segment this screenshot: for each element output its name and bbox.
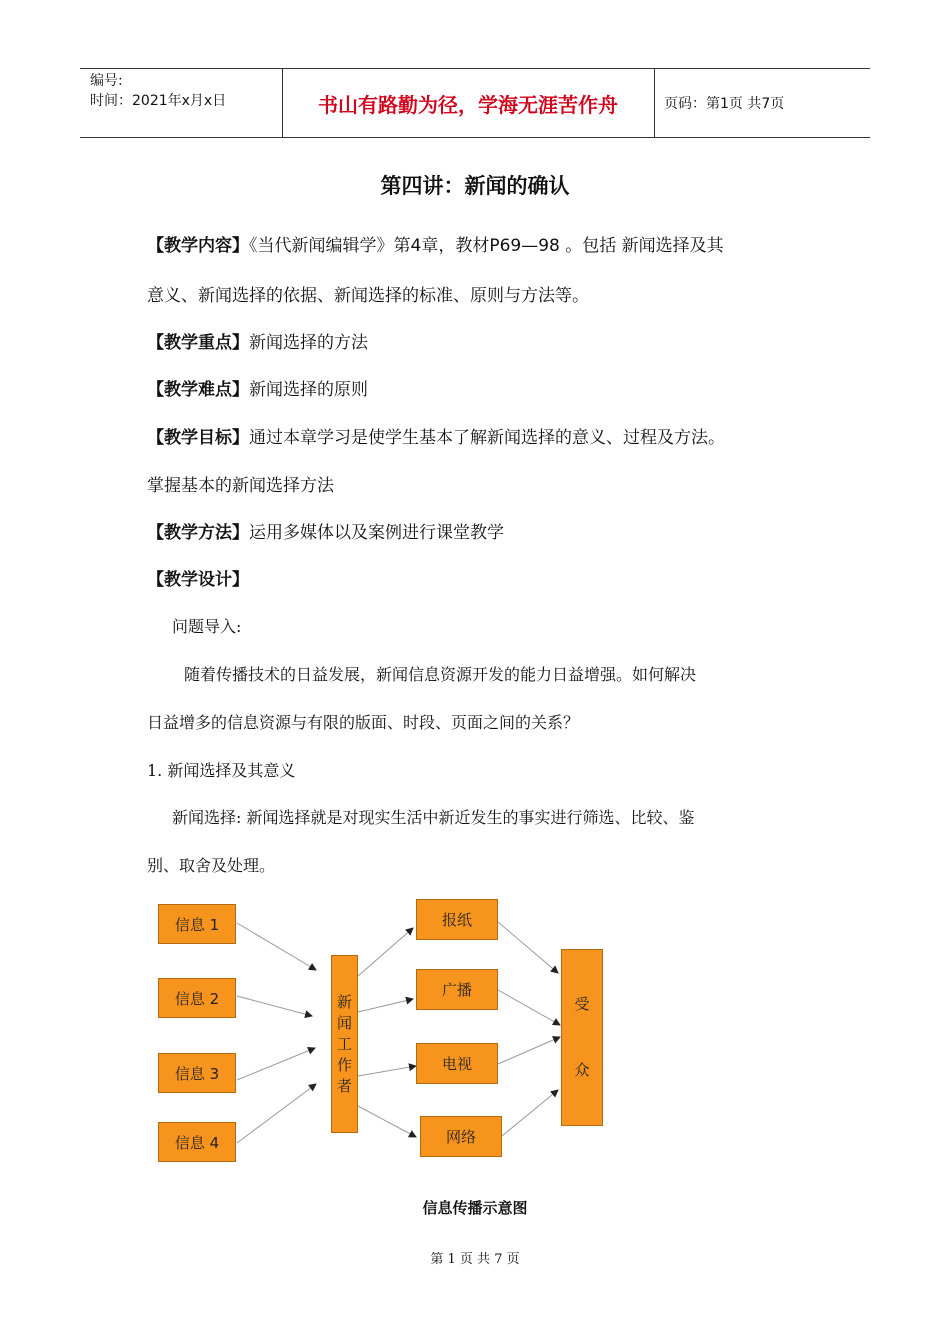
arrow-newspaper-audience — [498, 922, 558, 973]
method-label: 【教学方法】 — [147, 523, 249, 543]
arrow-to-newspaper — [358, 928, 413, 976]
intro-line-2: 日益增多的信息资源与有限的版面、时段、页面之间的关系？ — [147, 713, 580, 732]
definition-line-1: 新闻选择: 新闻选择就是对现实生活中新近发生的事实进行筛选、比较、鉴 — [172, 808, 695, 827]
focus-text: 新闻选择的方法 — [249, 333, 368, 353]
arrow-to-tv — [358, 1066, 416, 1076]
arrow-source-3 — [237, 1048, 315, 1080]
media-box-newspaper: 报纸 — [416, 899, 498, 940]
arrow-radio-audience — [498, 990, 560, 1025]
intro-line-1: 随着传播技术的日益发展，新闻信息资源开发的能力日益增强。如何解决 — [184, 665, 697, 684]
lecture-title: 第四讲：新闻的确认 — [380, 174, 570, 198]
header-page-info: 页码：第1页 共7页 — [664, 96, 785, 112]
definition-line-2: 别、取舍及处理。 — [147, 856, 276, 875]
date-line: 时间：2021年x月x日 — [90, 93, 227, 109]
section-1-heading: 1. 新闻选择及其意义 — [147, 761, 296, 780]
arrow-web-audience — [502, 1090, 558, 1136]
content-text-2: 意义、新闻选择的依据、新闻选择的标准、原则与方法等。 — [147, 286, 589, 306]
design-label: 【教学设计】 — [147, 570, 249, 590]
audience-box — [561, 949, 603, 1126]
media-box-web: 网络 — [420, 1116, 502, 1157]
audience-char: 受 — [574, 995, 590, 1014]
worker-char: 工 — [336, 1034, 352, 1053]
arrow-source-1 — [237, 923, 316, 970]
header-motto: 书山有路勤为径，学海无涯苦作舟 — [318, 92, 618, 117]
source-box-4: 信息 4 — [158, 1122, 236, 1162]
media-box-radio: 广播 — [416, 969, 498, 1010]
number-label: 编号: — [90, 73, 123, 89]
arrow-source-4 — [237, 1084, 316, 1143]
worker-char: 新 — [336, 992, 352, 1011]
audience-char: 众 — [574, 1060, 590, 1079]
page-footer: 第 1 页 共 7 页 — [430, 1252, 520, 1267]
method-text: 运用多媒体以及案例进行课堂教学 — [249, 523, 504, 543]
arrow-tv-audience — [498, 1037, 560, 1064]
news-worker-box — [331, 955, 358, 1133]
arrow-to-web — [358, 1106, 416, 1137]
intro-heading: 问题导入: — [172, 617, 242, 636]
difficulty-text: 新闻选择的原则 — [249, 380, 368, 400]
content-text: 《当代新闻编辑学》第4章，教材P69—98 。包括 新闻选择及其 — [249, 236, 724, 256]
worker-char: 者 — [336, 1076, 352, 1095]
content-label: 【教学内容】 — [147, 236, 249, 256]
source-box-3: 信息 3 — [158, 1053, 236, 1093]
source-box-2: 信息 2 — [158, 978, 236, 1018]
goal-text: 通过本章学习是使学生基本了解新闻选择的意义、过程及方法。 — [249, 428, 725, 448]
goal-text-2: 掌握基本的新闻选择方法 — [147, 476, 334, 496]
focus-label: 【教学重点】 — [147, 333, 249, 353]
arrow-source-2 — [237, 996, 312, 1016]
arrow-to-radio — [358, 999, 413, 1012]
difficulty-label: 【教学难点】 — [147, 380, 249, 400]
media-box-tv: 电视 — [416, 1043, 498, 1084]
worker-char: 作 — [336, 1055, 352, 1074]
goal-label: 【教学目标】 — [147, 428, 249, 448]
source-box-1: 信息 1 — [158, 904, 236, 944]
worker-char: 闻 — [336, 1013, 352, 1032]
diagram-caption: 信息传播示意图 — [422, 1199, 528, 1217]
